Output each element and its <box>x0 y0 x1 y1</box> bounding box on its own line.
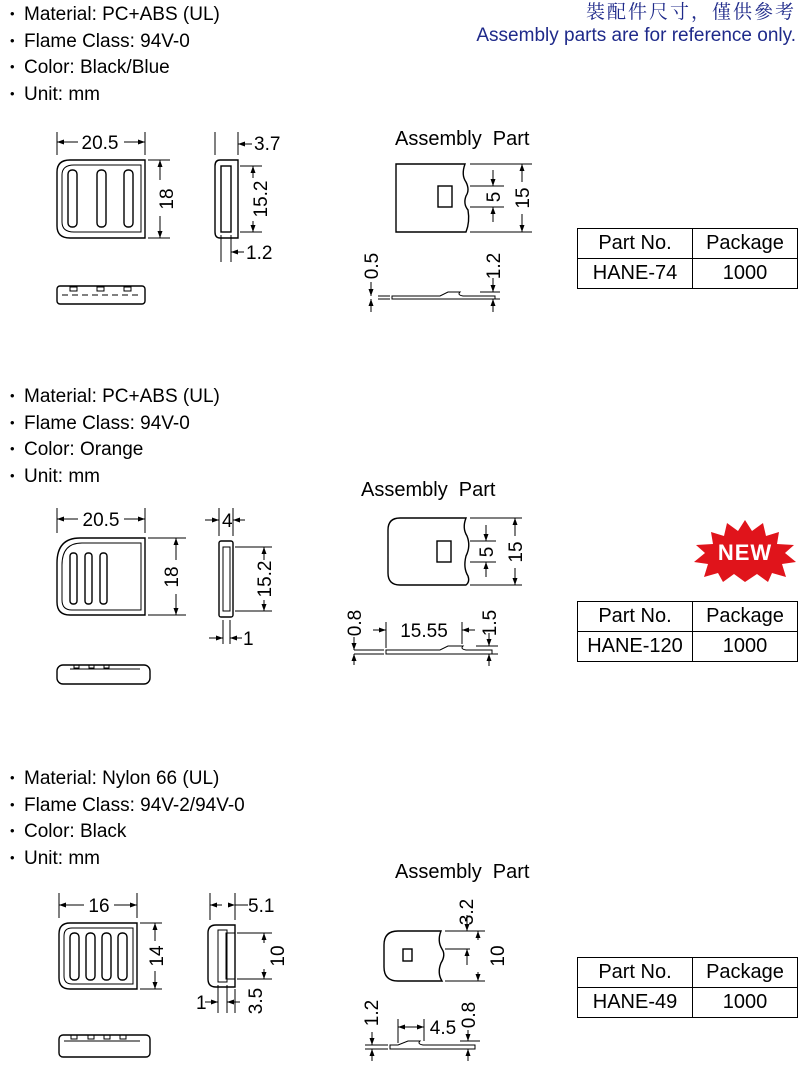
dim-depth: 3.5 <box>246 987 267 1015</box>
dim-inner: 10 <box>268 945 289 967</box>
assembly-length: 4.5 <box>429 1018 457 1039</box>
dim-wall: 1 <box>196 993 207 1014</box>
bottom-view <box>57 286 145 304</box>
assembly-plate: 0.5 <box>362 252 383 280</box>
dim-width: 20.5 <box>81 133 119 154</box>
bottom-view <box>59 1035 150 1057</box>
product-section-hane-74 <box>0 0 802 340</box>
package-header: Package <box>693 229 798 259</box>
part-table <box>577 957 798 1018</box>
package-header: Package <box>693 602 798 632</box>
technical-drawing <box>0 765 802 1065</box>
spec-color: • Color: Black/Blue <box>10 54 220 81</box>
part-no-value: HANE-74 <box>578 259 693 289</box>
dim-height: 18 <box>162 566 183 588</box>
assembly-gap: 1.2 <box>484 252 505 280</box>
note-english: Assembly parts are for reference only. <box>476 25 796 46</box>
dim-thickness: 3.7 <box>254 134 281 155</box>
new-badge <box>690 518 800 584</box>
front-view <box>57 508 186 615</box>
part-no-header: Part No. <box>578 602 693 632</box>
assembly-title: Assembly Part <box>395 128 530 150</box>
spec-material: • Material: Nylon 66 (UL) <box>10 765 245 792</box>
spec-unit: • Unit: mm <box>10 845 245 872</box>
assembly-title: Assembly Part <box>361 479 496 501</box>
dim-thickness: 4 <box>222 511 233 532</box>
assembly-height: 15 <box>513 187 534 209</box>
assembly-part-diagram <box>365 915 485 1061</box>
new-badge-label: NEW <box>717 540 773 565</box>
part-no-value: HANE-120 <box>578 632 693 662</box>
spec-color: • Color: Orange <box>10 436 220 463</box>
assembly-hole: 10 <box>488 945 509 967</box>
dim-inner: 15.2 <box>251 180 272 218</box>
assembly-hole: 5 <box>477 546 498 558</box>
assembly-gap: 1.5 <box>480 609 501 637</box>
spec-material: • Material: PC+ABS (UL) <box>10 1 220 28</box>
dim-inner: 15.2 <box>255 560 276 598</box>
spec-flame-class: • Flame Class: 94V-0 <box>10 410 220 437</box>
part-table <box>577 228 798 289</box>
package-value: 1000 <box>693 632 798 662</box>
assembly-top: 3.2 <box>457 898 478 926</box>
assembly-gap: 0.8 <box>459 1001 480 1029</box>
spec-color: • Color: Black <box>10 818 245 845</box>
assembly-hole: 5 <box>484 191 505 203</box>
assembly-part-diagram <box>369 164 533 312</box>
assembly-length: 15.55 <box>400 621 448 642</box>
dim-wall: 1.2 <box>246 243 273 264</box>
dim-thickness: 5.1 <box>248 896 275 917</box>
package-value: 1000 <box>693 988 798 1018</box>
package-header: Package <box>693 958 798 988</box>
assembly-height: 15 <box>506 541 527 563</box>
front-view <box>59 893 162 989</box>
assembly-plate: 0.8 <box>345 609 366 637</box>
package-value: 1000 <box>693 259 798 289</box>
bottom-view <box>57 665 150 684</box>
assembly-part-diagram <box>352 518 523 666</box>
note-chinese: 裝配件尺寸，僅供參考 <box>585 1 796 23</box>
product-section-hane-49 <box>0 765 802 1065</box>
part-no-header: Part No. <box>578 958 693 988</box>
assembly-title: Assembly Part <box>395 861 530 883</box>
technical-drawing <box>0 0 802 340</box>
dim-width: 16 <box>88 896 110 917</box>
spec-unit: • Unit: mm <box>10 81 220 108</box>
spec-material: • Material: PC+ABS (UL) <box>10 383 220 410</box>
spec-unit: • Unit: mm <box>10 463 220 490</box>
product-section-hane-120 <box>0 380 802 710</box>
dim-wall: 1 <box>243 629 254 650</box>
dim-height: 18 <box>157 188 178 210</box>
part-no-header: Part No. <box>578 229 693 259</box>
part-no-value: HANE-49 <box>578 988 693 1018</box>
spec-flame-class: • Flame Class: 94V-0 <box>10 28 220 55</box>
dim-height: 14 <box>147 945 168 967</box>
dim-width: 20.5 <box>82 510 120 531</box>
assembly-plate: 1.2 <box>362 999 383 1027</box>
spec-flame-class: • Flame Class: 94V-2/94V-0 <box>10 792 245 819</box>
part-table <box>577 601 798 662</box>
